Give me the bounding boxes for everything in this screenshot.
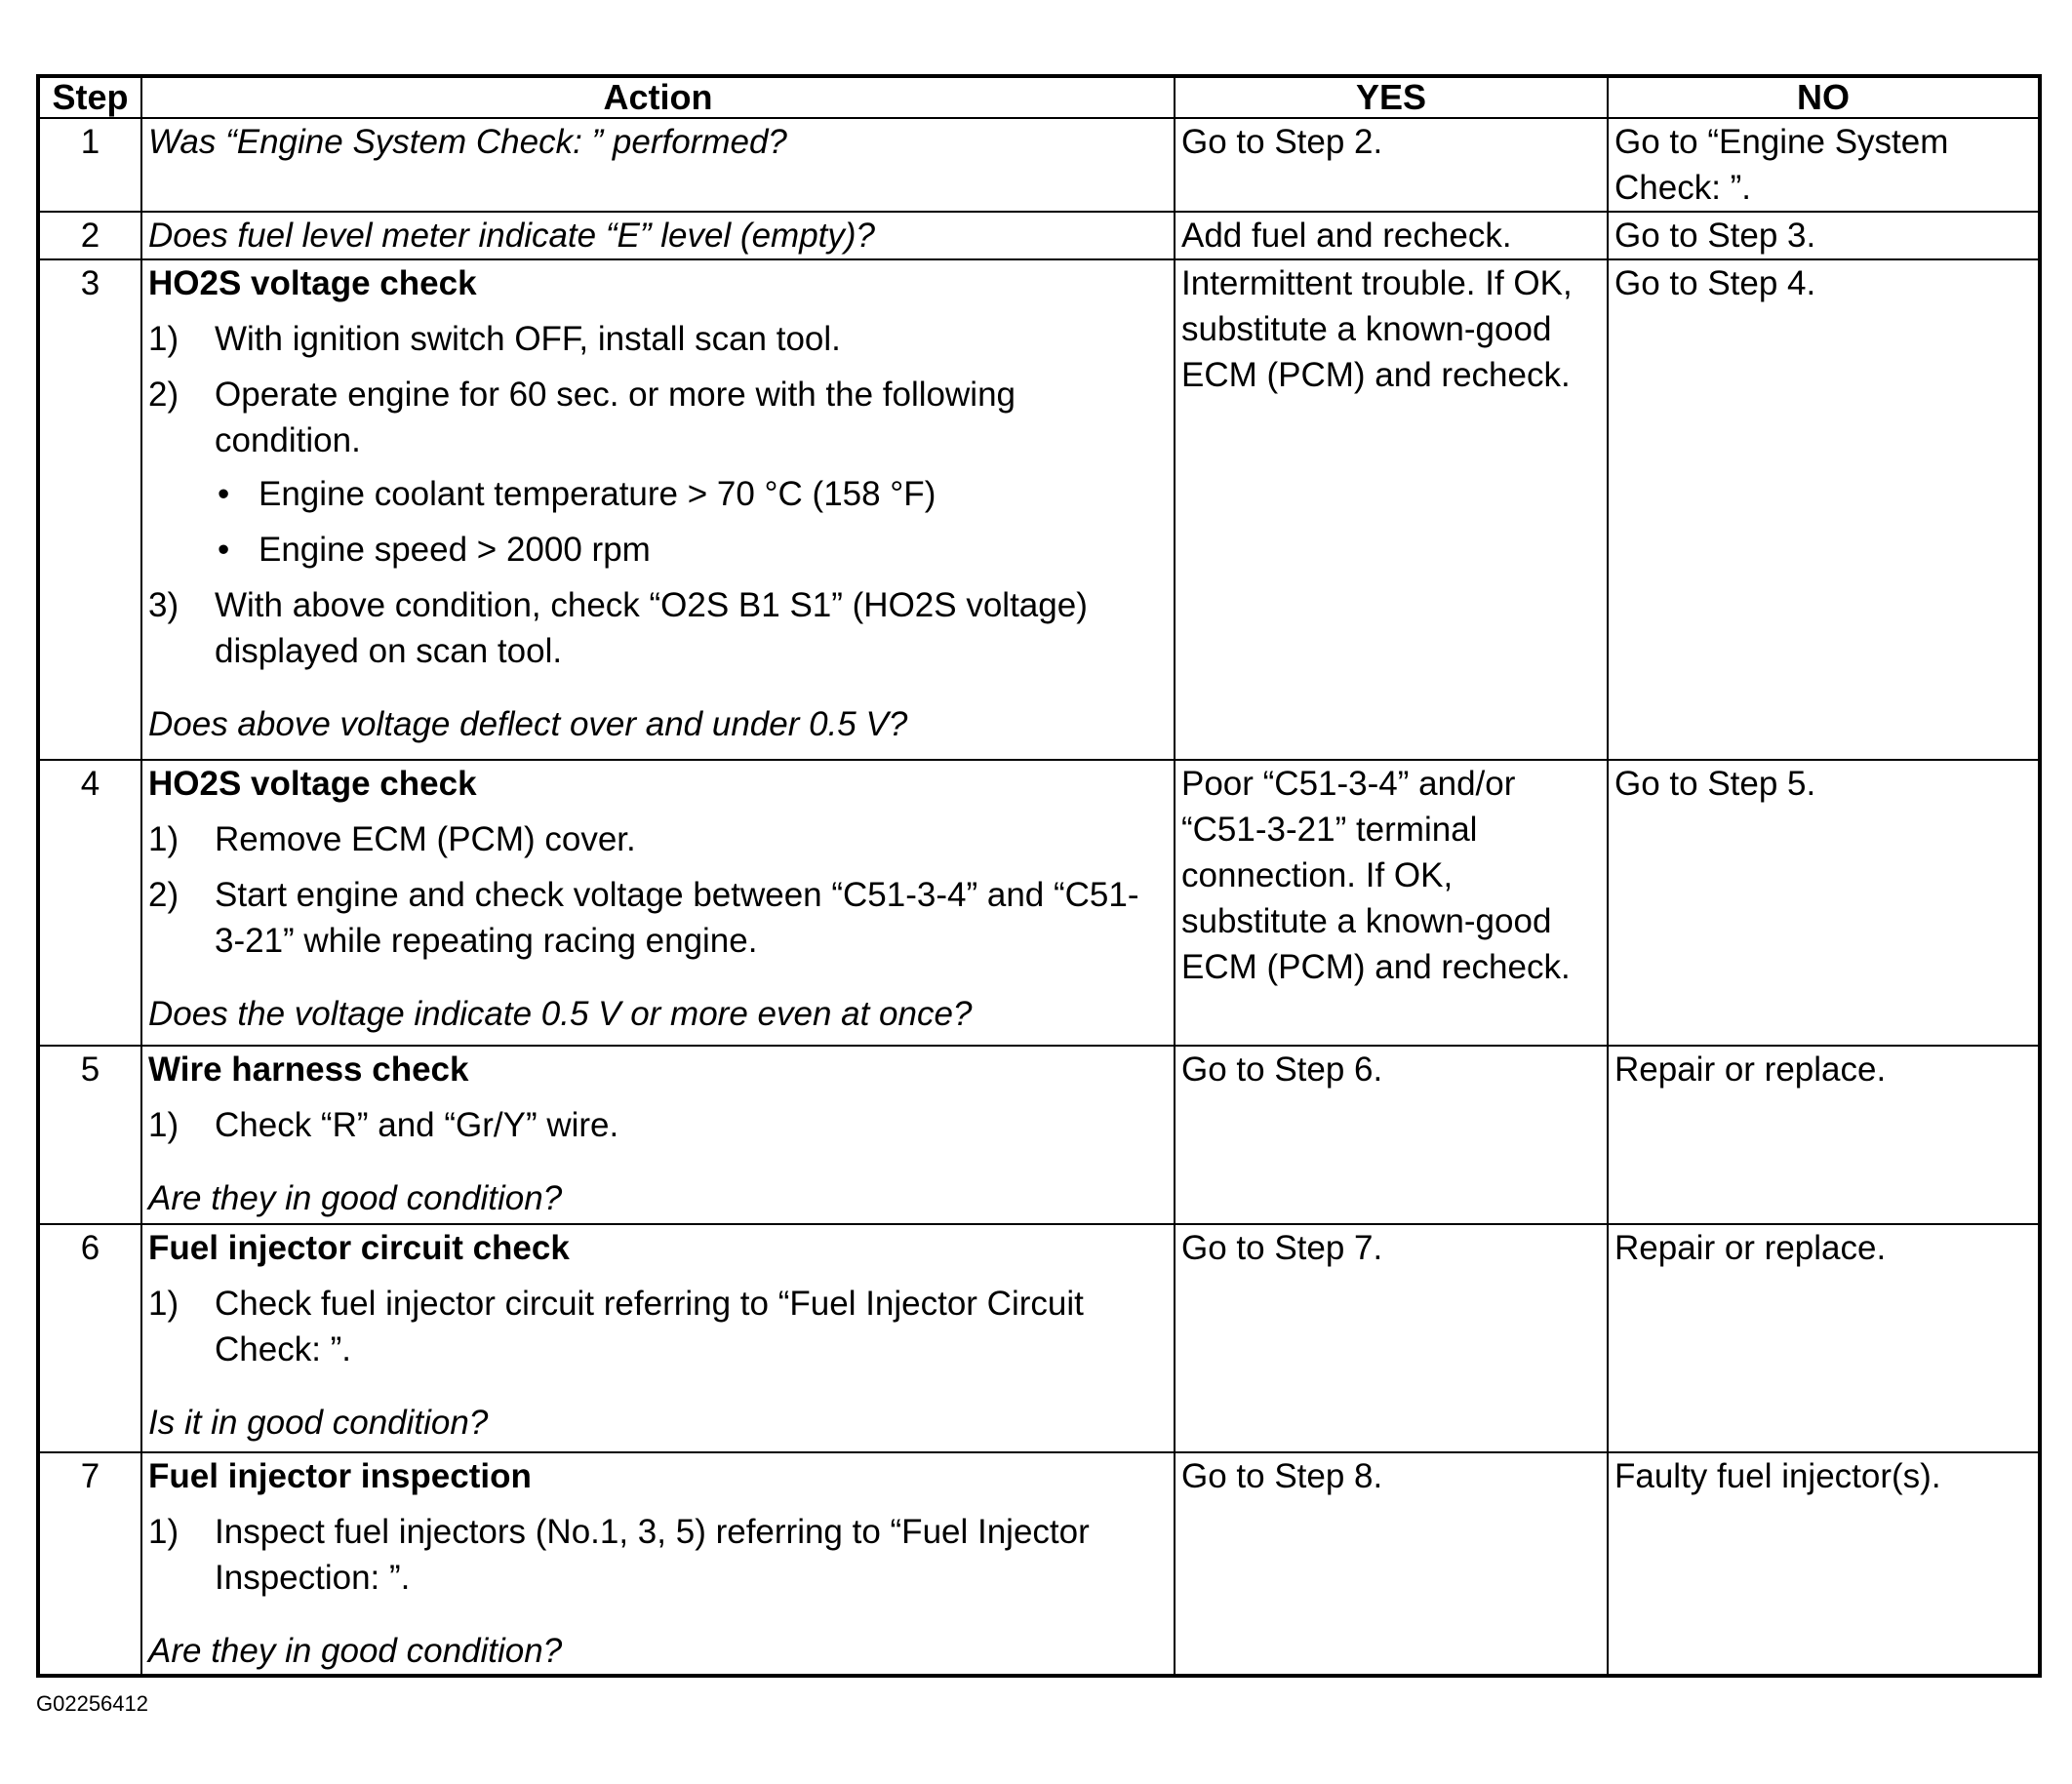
- action-cell: [141, 118, 1175, 212]
- sub-steps: [148, 816, 1168, 964]
- action-cell: [141, 1046, 1175, 1224]
- table-row: [38, 118, 2040, 212]
- table-row: [38, 212, 2040, 259]
- sub-steps: [148, 316, 1168, 674]
- sub-step-text: Operate engine for 60 sec. or more with the following condition.: [215, 376, 1016, 459]
- figure-code: G02256412: [36, 1691, 148, 1716]
- sub-step-number: 3): [148, 586, 179, 624]
- header-yes: YES: [1175, 76, 1608, 118]
- step-number: 2: [38, 212, 141, 259]
- no-cell: Repair or replace.: [1608, 1224, 2040, 1452]
- action-cell: [141, 259, 1175, 760]
- sub-step: [148, 316, 1168, 362]
- sub-step-number: 1): [148, 1513, 179, 1551]
- yes-cell: Poor “C51-3-4” and/or “C51-3-21” terminal connection. If OK, substitute a known-good ECM (PCM) and recheck.: [1175, 760, 1608, 1046]
- sub-step-number: 2): [148, 376, 179, 414]
- step-number: 5: [38, 1046, 141, 1224]
- header-action: Action: [141, 76, 1175, 118]
- header-step: Step: [38, 76, 141, 118]
- condition-item: • Engine coolant temperature > 70 °C (158 °F): [215, 471, 1168, 517]
- question: Was “Engine System Check: ” performed?: [148, 123, 787, 161]
- yes-cell: Go to Step 8.: [1175, 1452, 1608, 1676]
- sub-step: [148, 1102, 1168, 1148]
- header-no: NO: [1608, 76, 2040, 118]
- question: Does fuel level meter indicate “E” level (empty)?: [148, 217, 876, 255]
- yes-cell: Go to Step 2.: [1175, 118, 1608, 212]
- sub-step: [148, 1281, 1168, 1372]
- action-cell: [141, 212, 1175, 259]
- step-number: 7: [38, 1452, 141, 1676]
- action-cell: [141, 1224, 1175, 1452]
- yes-cell: Add fuel and recheck.: [1175, 212, 1608, 259]
- sub-step-text: Inspect fuel injectors (No.1, 3, 5) referring to “Fuel Injector Inspection: ”.: [215, 1513, 1090, 1597]
- yes-cell: Intermittent trouble. If OK, substitute a known-good ECM (PCM) and recheck.: [1175, 259, 1608, 760]
- sub-steps: [148, 1509, 1168, 1601]
- no-cell: Go to “Engine System Check: ”.: [1608, 118, 2040, 212]
- action-cell: [141, 1452, 1175, 1676]
- check-title: HO2S voltage check: [148, 765, 477, 803]
- check-title: Fuel injector inspection: [148, 1457, 532, 1495]
- sub-step-number: 1): [148, 1106, 179, 1144]
- yes-cell: Go to Step 6.: [1175, 1046, 1608, 1224]
- sub-step-text: Check “R” and “Gr/Y” wire.: [215, 1106, 619, 1144]
- sub-step: [148, 816, 1168, 862]
- sub-step-number: 1): [148, 820, 179, 858]
- sub-step: [148, 872, 1168, 964]
- sub-step: [148, 372, 1168, 573]
- no-cell: Go to Step 5.: [1608, 760, 2040, 1046]
- step-number: 1: [38, 118, 141, 212]
- question: Are they in good condition?: [148, 1179, 563, 1217]
- condition-list: [215, 471, 1168, 573]
- table-row: [38, 760, 2040, 1046]
- sub-step: [148, 1509, 1168, 1601]
- sub-steps: [148, 1102, 1168, 1148]
- sub-step-text: Start engine and check voltage between “C51-3-4” and “C51-3-21” while repeating racing engine.: [215, 876, 1139, 960]
- step-number: 6: [38, 1224, 141, 1452]
- no-cell: Go to Step 4.: [1608, 259, 2040, 760]
- step-number: 4: [38, 760, 141, 1046]
- check-title: Fuel injector circuit check: [148, 1229, 570, 1267]
- no-cell: Repair or replace.: [1608, 1046, 2040, 1224]
- question: Are they in good condition?: [148, 1632, 563, 1670]
- step-number: 3: [38, 259, 141, 760]
- check-title: Wire harness check: [148, 1051, 469, 1089]
- sub-step-number: 1): [148, 320, 179, 358]
- table-row: [38, 1046, 2040, 1224]
- table-row: [38, 1224, 2040, 1452]
- header-row: [38, 76, 2040, 118]
- sub-step-number: 1): [148, 1285, 179, 1323]
- table-row: [38, 1452, 2040, 1676]
- no-cell: Go to Step 3.: [1608, 212, 2040, 259]
- no-cell: Faulty fuel injector(s).: [1608, 1452, 2040, 1676]
- question: Is it in good condition?: [148, 1404, 489, 1442]
- sub-step-text: With ignition switch OFF, install scan tool.: [215, 320, 841, 358]
- sub-step-number: 2): [148, 876, 179, 914]
- sub-step-text: Remove ECM (PCM) cover.: [215, 820, 636, 858]
- question: Does the voltage indicate 0.5 V or more even at once?: [148, 995, 973, 1033]
- sub-step-text: With above condition, check “O2S B1 S1” (HO2S voltage) displayed on scan tool.: [215, 586, 1088, 670]
- action-cell: [141, 760, 1175, 1046]
- condition-item: • Engine speed > 2000 rpm: [215, 527, 1168, 573]
- sub-step: [148, 582, 1168, 674]
- yes-cell: Go to Step 7.: [1175, 1224, 1608, 1452]
- sub-steps: [148, 1281, 1168, 1372]
- question: Does above voltage deflect over and under 0.5 V?: [148, 705, 908, 743]
- sub-step-text: Check fuel injector circuit referring to “Fuel Injector Circuit Check: ”.: [215, 1285, 1084, 1368]
- table-row: [38, 259, 2040, 760]
- diagnostic-table: [36, 74, 2042, 1678]
- check-title: HO2S voltage check: [148, 264, 477, 302]
